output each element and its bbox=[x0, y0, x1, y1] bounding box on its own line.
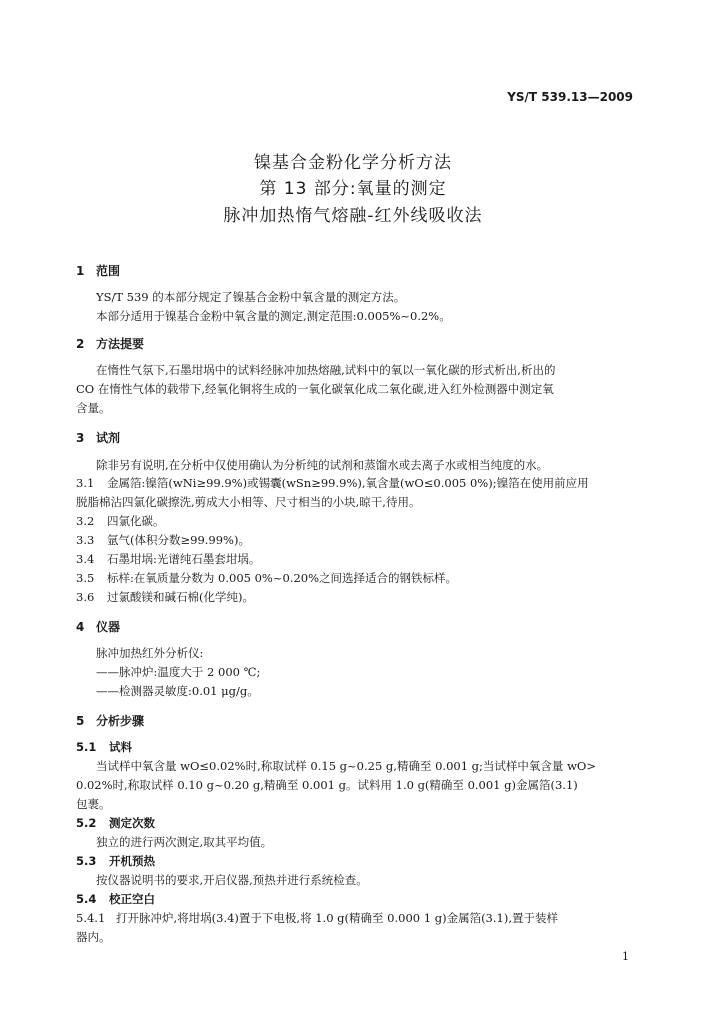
section-number: 4 bbox=[76, 620, 85, 634]
subsection-5-2-heading bbox=[76, 815, 155, 831]
title-line-2: 第 13 部分:氧量的测定 bbox=[259, 179, 447, 199]
subsection-title: 校正空白 bbox=[109, 892, 155, 906]
clause-3-1 bbox=[76, 475, 589, 491]
clause-text: 氩气(体积分数≥99.99%)。 bbox=[107, 533, 250, 547]
section-number: 1 bbox=[76, 264, 85, 278]
subsection-5-4-heading bbox=[76, 891, 155, 907]
subsection-5-3-heading bbox=[76, 853, 155, 869]
paragraph-line: 器内。 bbox=[76, 930, 111, 944]
clause-text: 石墨坩埚:光谱纯石墨套坩埚。 bbox=[107, 552, 261, 566]
clause-number: 5.4.1 bbox=[76, 911, 106, 925]
clause-text: 金属箔:镍箔(wNi≥99.9%)或锡囊(wSn≥99.9%),氧含量(wO≤0.005 0%);镍箔在使用前应用 bbox=[107, 476, 589, 490]
section-title: 仪器 bbox=[96, 620, 121, 634]
clause-text: 标样:在氧质量分数为 0.005 0%~0.20%之间选择适合的钢铁标样。 bbox=[107, 571, 458, 585]
section-title: 分析步骤 bbox=[96, 714, 145, 728]
subsection-title: 测定次数 bbox=[109, 816, 155, 830]
clause-text: 过氯酸镁和碱石棉(化学纯)。 bbox=[107, 590, 254, 604]
section-4-heading bbox=[76, 618, 120, 635]
paragraph-line: 独立的进行两次测定,取其平均值。 bbox=[96, 835, 273, 849]
paragraph-line: 0.02%时,称取试样 0.10 g~0.20 g,精确至 0.001 g。试料用 1.0 g(精确至 0.001 g)金属箔(3.1) bbox=[76, 778, 578, 792]
subsection-5-1-heading bbox=[76, 739, 132, 755]
section-3-heading bbox=[76, 429, 120, 446]
paragraph: YS/T 539 的本部分规定了镍基合金粉中氧含量的测定方法。 bbox=[96, 290, 406, 304]
subsection-number: 5.2 bbox=[76, 816, 97, 830]
section-title: 方法提要 bbox=[96, 337, 145, 351]
title-line-1: 镍基合金粉化学分析方法 bbox=[254, 153, 452, 173]
list-item: ——检测器灵敏度:0.01 μg/g。 bbox=[96, 684, 259, 698]
subsection-title: 试料 bbox=[109, 740, 132, 754]
paragraph-line: 脱脂棉沾四氯化碳擦洗,剪成大小相等、尺寸相当的小块,晾干,待用。 bbox=[76, 495, 421, 509]
page-number: 1 bbox=[622, 950, 629, 963]
clause-3-2 bbox=[76, 513, 165, 529]
paragraph: 本部分适用于镍基合金粉中氧含量的测定,测定范围:0.005%~0.2%。 bbox=[96, 309, 451, 323]
paragraph-line: 按仪器说明书的要求,开启仪器,预热并进行系统检查。 bbox=[96, 873, 368, 887]
standard-number: YS/T 539.13—2009 bbox=[507, 90, 633, 104]
clause-5-4-1 bbox=[76, 910, 558, 926]
clause-3-3 bbox=[76, 532, 250, 548]
paragraph: 除非另有说明,在分析中仅使用确认为分析纯的试剂和蒸馏水或去离子水或相当纯度的水。 bbox=[96, 458, 549, 472]
clause-number: 3.4 bbox=[76, 552, 95, 566]
section-1-heading bbox=[76, 262, 120, 279]
paragraph-line: 脉冲加热红外分析仪: bbox=[96, 646, 204, 660]
list-item: ——脉冲炉:温度大于 2 000 ℃; bbox=[96, 665, 261, 679]
clause-text: 打开脉冲炉,将坩埚(3.4)置于下电极,将 1.0 g(精确至 0.000 1 g)金属箔(3.1),置于装样 bbox=[116, 911, 558, 925]
subsection-number: 5.1 bbox=[76, 740, 97, 754]
section-title: 范围 bbox=[96, 264, 121, 278]
subsection-number: 5.3 bbox=[76, 854, 97, 868]
subsection-title: 开机预热 bbox=[109, 854, 155, 868]
paragraph-line: 当试样中氧含量 wO≤0.02%时,称取试样 0.15 g~0.25 g,精确至 0.001 g;当试样中氧含量 wO> bbox=[96, 759, 596, 773]
clause-number: 3.2 bbox=[76, 514, 95, 528]
clause-number: 3.3 bbox=[76, 533, 95, 547]
section-title: 试剂 bbox=[96, 431, 121, 445]
paragraph-line: CO 在惰性气体的载带下,经氧化铜将生成的一氧化碳氧化成二氧化碳,进入红外检测器中测定氧 bbox=[76, 382, 554, 396]
clause-number: 3.6 bbox=[76, 590, 95, 604]
section-2-heading bbox=[76, 335, 144, 352]
clause-3-5 bbox=[76, 570, 457, 586]
title-line-3: 脉冲加热惰气熔融-红外线吸收法 bbox=[223, 206, 483, 226]
subsection-number: 5.4 bbox=[76, 892, 97, 906]
paragraph-line: 包裹。 bbox=[76, 797, 111, 811]
clause-text: 四氯化碳。 bbox=[107, 514, 165, 528]
clause-3-6 bbox=[76, 589, 254, 605]
section-number: 3 bbox=[76, 431, 85, 445]
section-number: 2 bbox=[76, 337, 85, 351]
clause-number: 3.5 bbox=[76, 571, 95, 585]
clause-3-4 bbox=[76, 551, 260, 567]
section-number: 5 bbox=[76, 714, 85, 728]
clause-number: 3.1 bbox=[76, 476, 95, 490]
section-5-heading bbox=[76, 712, 144, 729]
paragraph-line: 在惰性气氛下,石墨坩埚中的试料经脉冲加热熔融,试料中的氧以一氧化碳的形式析出,析出的 bbox=[96, 363, 556, 377]
paragraph-line: 含量。 bbox=[76, 401, 111, 415]
